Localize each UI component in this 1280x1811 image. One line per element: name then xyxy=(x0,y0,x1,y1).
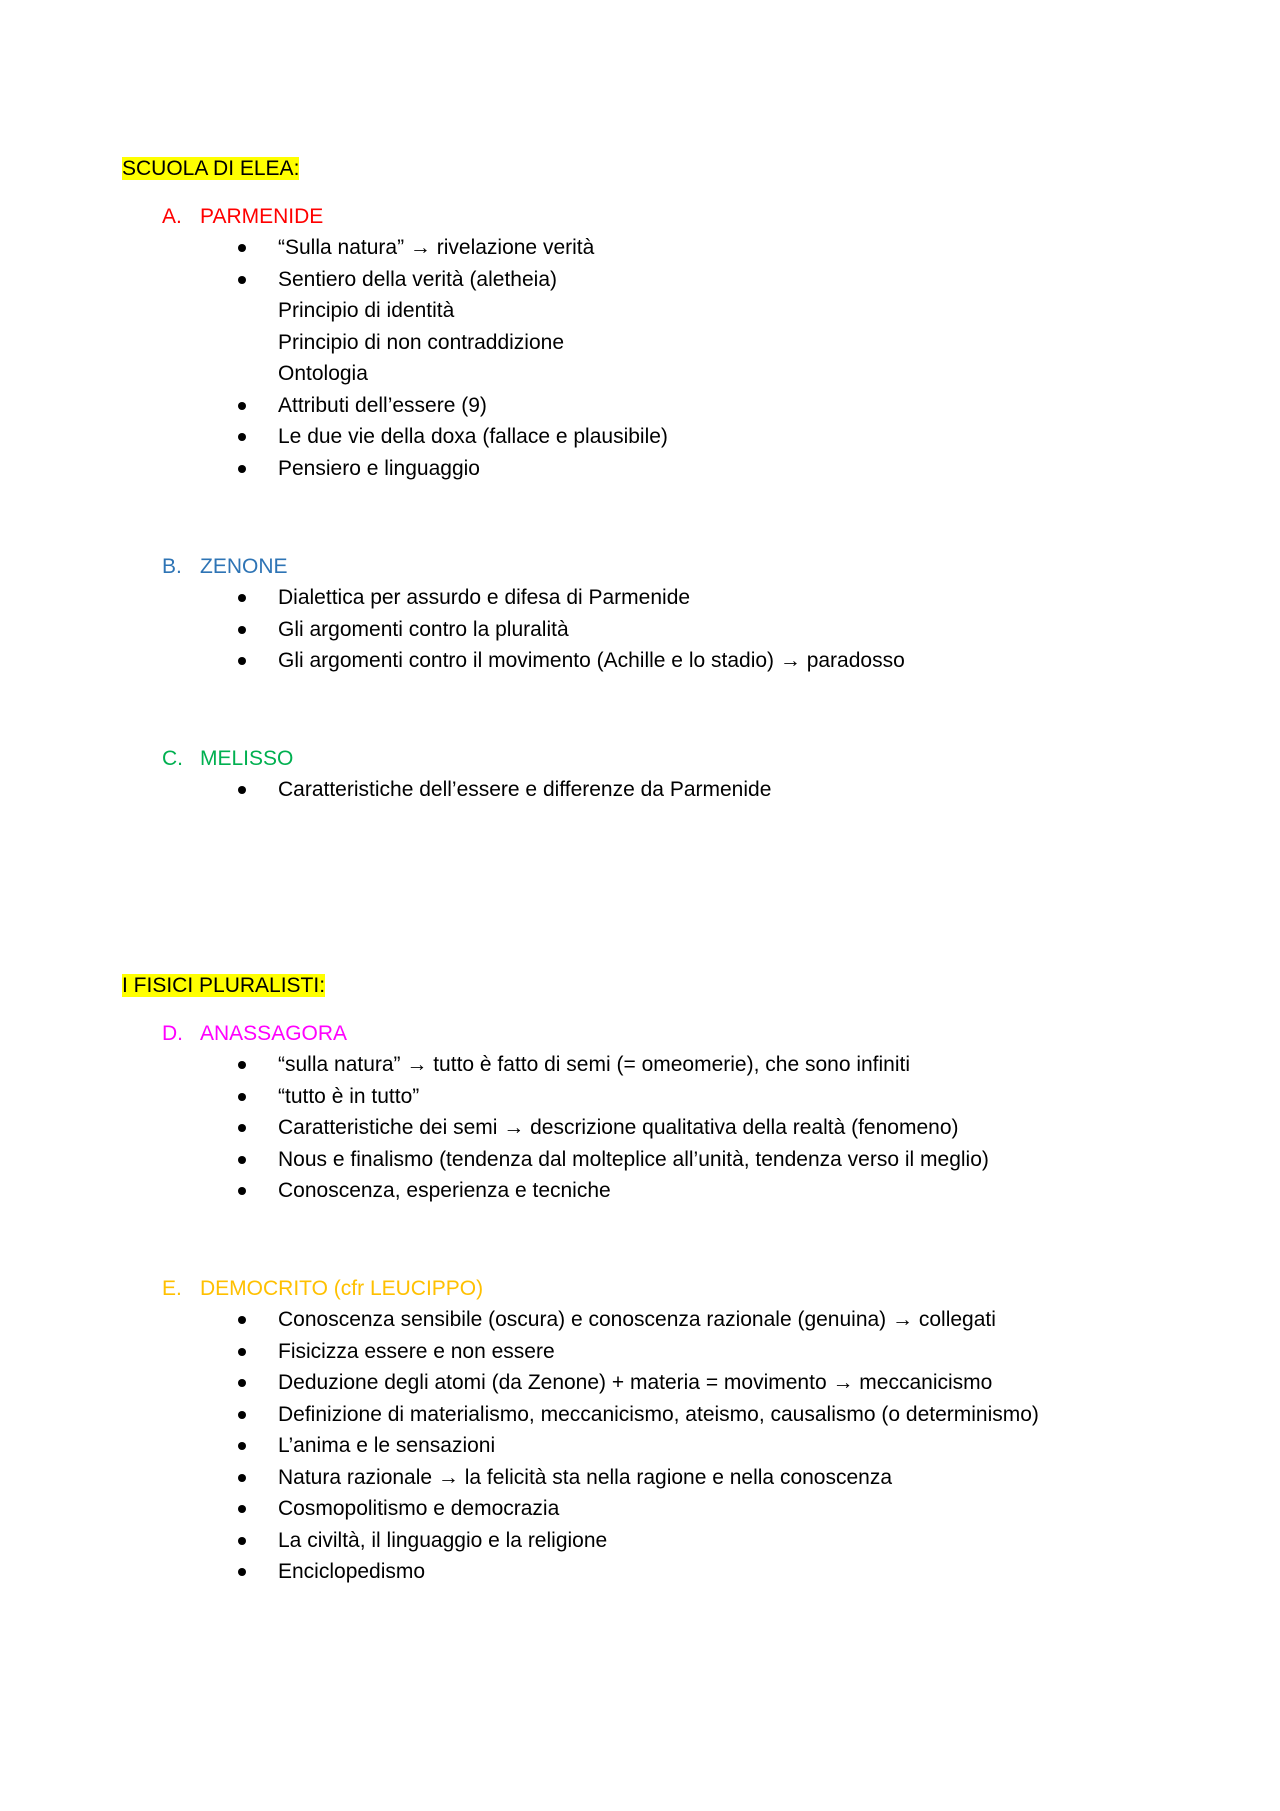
bullet-icon xyxy=(238,1474,246,1482)
list-item xyxy=(0,1175,1280,1207)
bullet-icon xyxy=(238,276,246,284)
section-letter: A. xyxy=(162,205,182,228)
list-item-text: L’anima e le sensazioni xyxy=(278,1434,496,1457)
bullet-icon xyxy=(238,1442,246,1450)
list-item xyxy=(0,327,1280,359)
section-title xyxy=(0,551,1280,582)
list-item-text: “Sulla natura” → rivelazione verità xyxy=(278,236,595,259)
list-item xyxy=(0,453,1280,485)
list-item-text: Conoscenza sensibile (oscura) e conoscenza razionale (genuina) → collegati xyxy=(278,1308,996,1331)
list-item xyxy=(0,774,1280,806)
bullet-list xyxy=(0,582,1280,677)
list-item xyxy=(0,1525,1280,1557)
section-name: ANASSAGORA xyxy=(200,1022,348,1045)
list-item-text: La civiltà, il linguaggio e la religione xyxy=(278,1528,608,1552)
section-title xyxy=(0,1018,1280,1049)
bullet-icon xyxy=(238,1348,246,1356)
bullet-icon xyxy=(238,465,246,473)
bullet-list xyxy=(0,232,1280,484)
bullet-list xyxy=(0,774,1280,806)
list-item xyxy=(0,295,1280,327)
section-letter: E. xyxy=(162,1277,182,1300)
list-item-text: Attributi dell’essere (9) xyxy=(278,393,487,417)
section-name: PARMENIDE xyxy=(200,205,324,228)
list-item xyxy=(0,264,1280,296)
bullet-icon xyxy=(238,1124,246,1132)
bullet-list xyxy=(0,1304,1280,1588)
list-item-text: Caratteristiche dei semi → descrizione qualitativa della realtà (fenomeno) xyxy=(278,1116,959,1139)
section-name: ZENONE xyxy=(200,555,288,578)
bullet-icon xyxy=(238,594,246,602)
list-item xyxy=(0,1049,1280,1081)
list-item xyxy=(0,614,1280,646)
list-item-text: Cosmopolitismo e democrazia xyxy=(278,1497,560,1520)
list-item-text: Conoscenza, esperienza e tecniche xyxy=(278,1179,611,1202)
list-item xyxy=(0,1336,1280,1368)
list-item-text: Principio di non contraddizione xyxy=(278,330,565,354)
list-item-text: “sulla natura” → tutto è fatto di semi (= omeomerie), che sono infiniti xyxy=(278,1053,911,1076)
heading-scuola-di-elea xyxy=(122,154,299,184)
section-zenone xyxy=(0,551,1280,677)
section-title xyxy=(0,743,1280,774)
bullet-icon xyxy=(238,1379,246,1387)
bullet-icon xyxy=(238,1156,246,1164)
list-item xyxy=(0,582,1280,614)
section-name: MELISSO xyxy=(200,747,294,770)
heading-fisici-pluralisti xyxy=(122,971,325,1001)
section-parmenide xyxy=(0,201,1280,484)
list-item xyxy=(0,1462,1280,1494)
heading-text: I FISICI PLURALISTI: xyxy=(122,974,326,997)
list-item xyxy=(0,358,1280,390)
bullet-icon xyxy=(238,786,246,794)
list-item xyxy=(0,1144,1280,1176)
section-title xyxy=(0,1273,1280,1304)
bullet-list xyxy=(0,1049,1280,1207)
list-item-text: Sentiero della verità (aletheia) xyxy=(278,267,557,291)
bullet-icon xyxy=(238,1187,246,1195)
list-item xyxy=(0,1430,1280,1462)
list-item-text: Definizione di materialismo, meccanicismo, ateismo, causalismo (o determinismo) xyxy=(278,1402,1039,1426)
heading-text: SCUOLA DI ELEA: xyxy=(122,157,300,180)
section-anassagora xyxy=(0,1018,1280,1207)
bullet-icon xyxy=(238,1093,246,1101)
list-item-text: “tutto è in tutto” xyxy=(278,1084,420,1108)
section-letter: C. xyxy=(162,747,183,770)
bullet-icon xyxy=(238,433,246,441)
list-item-text: Nous e finalismo (tendenza dal molteplice all’unità, tendenza verso il meglio) xyxy=(278,1147,989,1171)
list-item-text: Caratteristiche dell’essere e differenze da Parmenide xyxy=(278,778,772,801)
list-item-text: Pensiero e linguaggio xyxy=(278,456,480,480)
list-item-text: Principio di identità xyxy=(278,299,455,322)
bullet-icon xyxy=(238,1537,246,1545)
list-item-text: Gli argomenti contro la pluralità xyxy=(278,617,569,641)
list-item xyxy=(0,232,1280,264)
list-item xyxy=(0,1493,1280,1525)
section-title xyxy=(0,201,1280,232)
section-name: DEMOCRITO (cfr LEUCIPPO) xyxy=(200,1277,484,1300)
list-item-text: Enciclopedismo xyxy=(278,1560,426,1583)
list-item-text: Fisicizza essere e non essere xyxy=(278,1339,555,1363)
bullet-icon xyxy=(238,244,246,252)
bullet-icon xyxy=(238,1061,246,1069)
bullet-icon xyxy=(238,1505,246,1513)
bullet-icon xyxy=(238,1411,246,1419)
bullet-icon xyxy=(238,402,246,410)
list-item xyxy=(0,1556,1280,1588)
list-item-text: Gli argomenti contro il movimento (Achille e lo stadio) → paradosso xyxy=(278,649,905,672)
bullet-icon xyxy=(238,1316,246,1324)
list-item xyxy=(0,1304,1280,1336)
section-melisso xyxy=(0,743,1280,806)
bullet-icon xyxy=(238,626,246,634)
bullet-icon xyxy=(238,657,246,665)
list-item xyxy=(0,645,1280,677)
list-item-text: Ontologia xyxy=(278,362,368,385)
list-item-text: Le due vie della doxa (fallace e plausibile) xyxy=(278,425,668,448)
list-item-text: Deduzione degli atomi (da Zenone) + materia = movimento → meccanicismo xyxy=(278,1371,993,1394)
list-item xyxy=(0,1399,1280,1431)
section-letter: D. xyxy=(162,1022,183,1045)
list-item xyxy=(0,1081,1280,1113)
section-democrito xyxy=(0,1273,1280,1588)
bullet-icon xyxy=(238,1568,246,1576)
list-item-text: Natura razionale → la felicità sta nella ragione e nella conoscenza xyxy=(278,1465,893,1489)
section-letter: B. xyxy=(162,555,182,578)
list-item xyxy=(0,1367,1280,1399)
list-item xyxy=(0,390,1280,422)
list-item xyxy=(0,1112,1280,1144)
list-item-text: Dialettica per assurdo e difesa di Parmenide xyxy=(278,586,691,609)
list-item xyxy=(0,421,1280,453)
